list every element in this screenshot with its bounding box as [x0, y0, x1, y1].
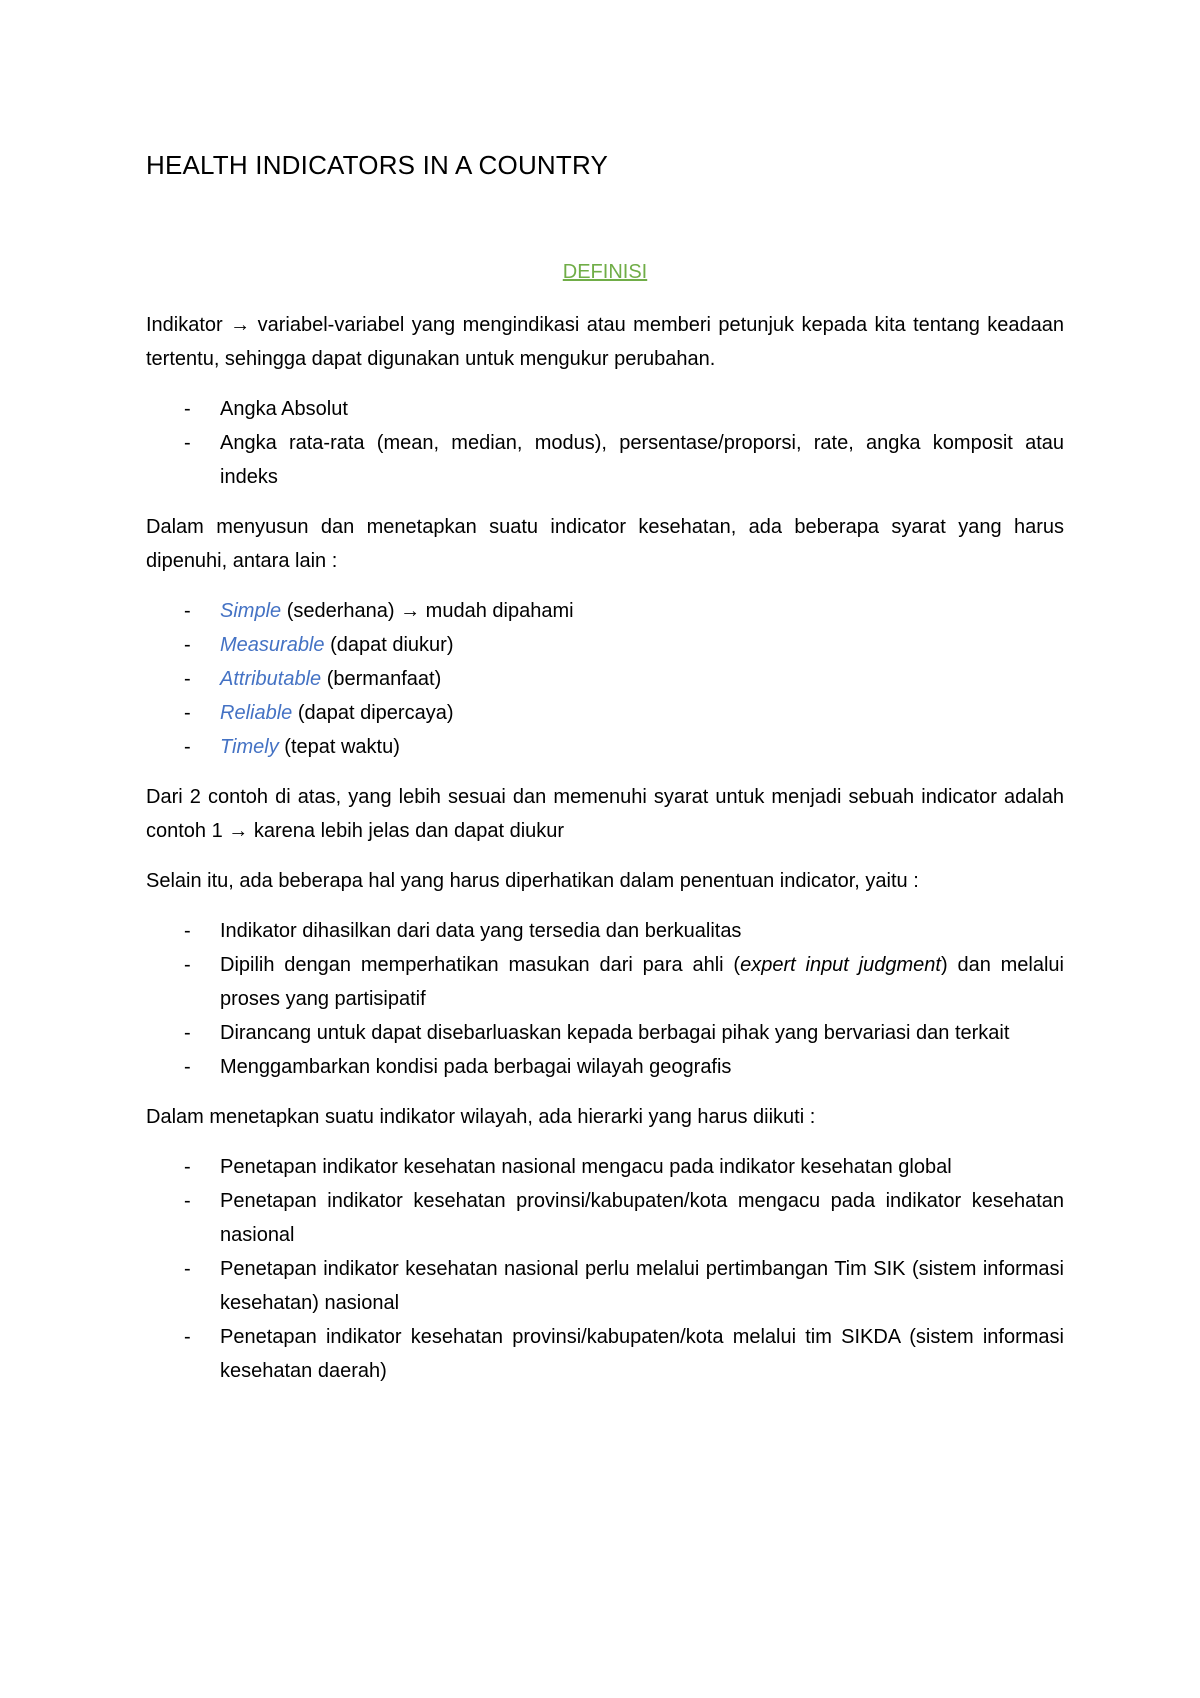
list-item: - Angka rata-rata (mean, median, modus), persentase/proporsi, rate, angka komposit atau indeks	[146, 426, 1064, 494]
list-item: - Penetapan indikator kesehatan nasional perlu melalui pertimbangan Tim SIK (sistem informasi kesehatan) nasional	[146, 1252, 1064, 1320]
document-body	[146, 308, 1064, 1404]
list-item: - Dirancang untuk dapat disebarluaskan kepada berbagai pihak yang bervariasi dan terkait	[146, 1016, 1064, 1050]
intro-term: Indikator	[146, 314, 223, 336]
requirements-intro: Dalam menyusun dan menetapkan suatu indicator kesehatan, ada beberapa syarat yang harus dipenuhi, antara lain :	[146, 516, 1064, 572]
list-item: - Indikator dihasilkan dari data yang tersedia dan berkualitas	[146, 914, 1064, 948]
intro-text: variabel-variabel yang mengindikasi atau memberi petunjuk kepada kita tentang keadaan tertentu, sehingga dapat digunakan untuk mengukur perubahan.	[146, 314, 1064, 370]
dash-bullet: -	[184, 1326, 191, 1348]
dash-bullet: -	[184, 1022, 191, 1044]
arrow-icon: →	[230, 314, 251, 336]
list-item: - Dipilih dengan memperhatikan masukan dari para ahli (expert input judgment) dan melalui proses yang partisipatif	[146, 948, 1064, 1016]
example-paragraph: Dari 2 contoh di atas, yang lebih sesuai dan memenuhi syarat untuk menjadi sebuah indicator adalah contoh 1 → karena lebih jelas dan dapat diukur	[146, 786, 1064, 842]
requirement-term: Timely	[220, 736, 279, 758]
list-item: - Attributable (bermanfaat)	[146, 662, 1064, 696]
dash-bullet: -	[184, 1156, 191, 1178]
dash-bullet: -	[184, 600, 191, 622]
dash-bullet: -	[184, 1056, 191, 1078]
list-item: - Menggambarkan kondisi pada berbagai wilayah geografis	[146, 1050, 1064, 1084]
intro-paragraph	[146, 308, 1064, 376]
dash-bullet: -	[184, 398, 191, 420]
list-item: - Reliable (dapat dipercaya)	[146, 696, 1064, 730]
dash-bullet: -	[184, 702, 191, 724]
list-item: - Penetapan indikator kesehatan provinsi/kabupaten/kota melalui tim SIKDA (sistem informasi kesehatan daerah)	[146, 1320, 1064, 1388]
considerations-list	[146, 914, 1064, 1084]
forms-list	[146, 392, 1064, 494]
dash-bullet: -	[184, 920, 191, 942]
list-item: - Angka Absolut	[146, 392, 1064, 426]
requirement-term: Simple	[220, 600, 282, 622]
dash-bullet: -	[184, 954, 191, 976]
list-item: - Penetapan indikator kesehatan provinsi/kabupaten/kota mengacu pada indikator kesehatan nasional	[146, 1184, 1064, 1252]
requirement-term: Measurable	[220, 634, 325, 656]
arrow-icon: →	[228, 820, 249, 842]
arrow-icon: →	[400, 600, 421, 622]
considerations-intro: Selain itu, ada beberapa hal yang harus diperhatikan dalam penentuan indicator, yaitu :	[146, 870, 919, 892]
dash-bullet: -	[184, 432, 191, 454]
dash-bullet: -	[184, 1258, 191, 1280]
hierarchy-list	[146, 1150, 1064, 1388]
dash-bullet: -	[184, 634, 191, 656]
requirements-list	[146, 594, 1064, 764]
list-item: - Penetapan indikator kesehatan nasional mengacu pada indikator kesehatan global	[146, 1150, 1064, 1184]
list-item: - Measurable (dapat diukur)	[146, 628, 1064, 662]
list-item: - Timely (tepat waktu)	[146, 730, 1064, 764]
requirement-term: Reliable	[220, 702, 293, 724]
requirement-term: Attributable	[220, 668, 322, 690]
dash-bullet: -	[184, 1190, 191, 1212]
dash-bullet: -	[184, 736, 191, 758]
list-item: - Simple (sederhana) → mudah dipahami	[146, 594, 1064, 628]
document-title: HEALTH INDICATORS IN A COUNTRY	[146, 150, 609, 180]
hierarchy-intro: Dalam menetapkan suatu indikator wilayah, ada hierarki yang harus diikuti :	[146, 1106, 816, 1128]
dash-bullet: -	[184, 668, 191, 690]
section-heading-definisi: DEFINISI	[562, 261, 648, 283]
